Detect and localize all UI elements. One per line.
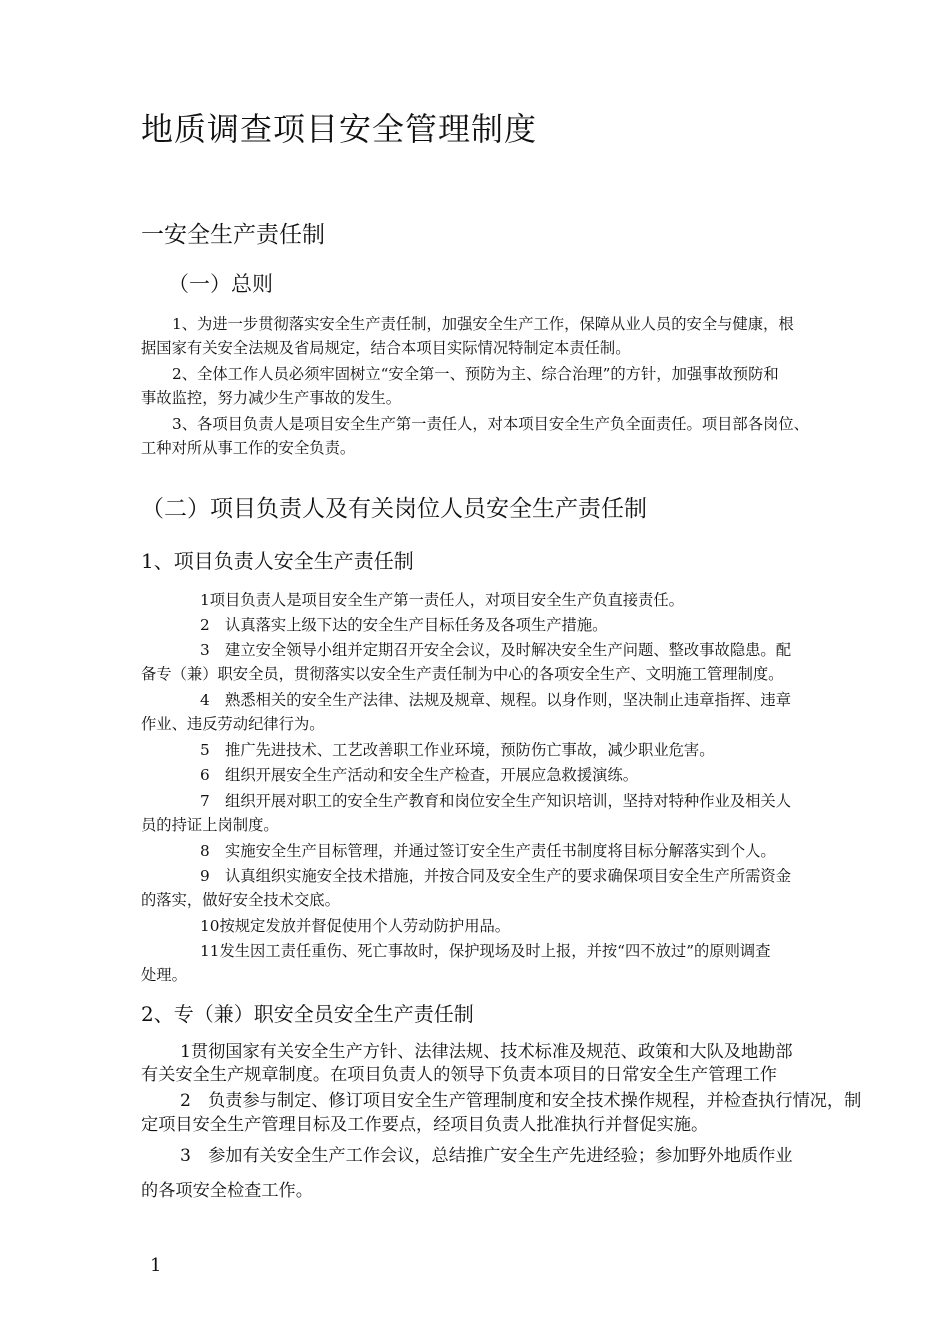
so-line: 1贯彻国家有关安全生产方针、法律法规、技术标准及规范、政策和大队及地勘部 (180, 1042, 793, 1062)
pm-line: 3 建立安全领导小组并定期召开安全会议，及时解决安全生产问题、整改事故隐患。配 (200, 641, 792, 659)
page-number: 1 (150, 1255, 162, 1276)
pm-line: 1项目负责人是项目安全生产第一责任人，对项目安全生产负直接责任。 (200, 591, 684, 609)
general-line: 工种对所从事工作的安全负责。 (141, 439, 356, 457)
pm-line: 作业、违反劳动纪律行为。 (141, 715, 325, 733)
pm-line: 10按规定发放并督促使用个人劳动防护用品。 (200, 917, 511, 935)
pm-line: 员的持证上岗制度。 (141, 816, 279, 834)
general-line: 1、为进一步贯彻落实安全生产责任制，加强安全生产工作，保障从业人员的安全与健康，根 (172, 315, 794, 333)
so-line: 2 负责参与制定、修订项目安全生产管理制度和安全技术操作规程，并检查执行情况，制 (180, 1091, 862, 1111)
pm-line: 7 组织开展对职工的安全生产教育和岗位安全生产知识培训，坚持对特种作业及相关人 (200, 792, 792, 810)
pm-line: 8 实施安全生产目标管理，并通过签订安全生产责任书制度将目标分解落实到个人。 (200, 842, 776, 860)
document-title: 地质调查项目安全管理制度 (141, 110, 538, 148)
general-line: 3、各项目负责人是项目安全生产第一责任人，对本项目安全生产负全面责任。项目部各岗位、 (172, 415, 809, 433)
subsection-heading-roles: （二）项目负责人及有关岗位人员安全生产责任制 (141, 496, 647, 522)
general-line: 据国家有关安全法规及省局规定，结合本项目实际情况特制定本责任制。 (141, 339, 631, 357)
subsection-heading-general: （一）总则 (168, 272, 273, 296)
so-line: 3 参加有关安全生产工作会议，总结推广安全生产先进经验；参加野外地质作业 (180, 1146, 793, 1166)
project-manager-heading: 1、项目负责人安全生产责任制 (141, 549, 414, 573)
section-heading-responsibility: 一安全生产责任制 (141, 222, 325, 248)
pm-line: 的落实，做好安全技术交底。 (141, 891, 340, 909)
pm-line: 处理。 (141, 966, 187, 984)
general-line: 2、全体工作人员必须牢固树立“安全第一、预防为主、综合治理”的方针，加强事故预防和 (172, 365, 779, 383)
so-line: 定项目安全生产管理目标及工作要点，经项目负责人批准执行并督促实施。 (141, 1115, 709, 1135)
pm-line: 11发生因工责任重伤、死亡事故时，保护现场及时上报，并按“四不放过”的原则调查 (200, 942, 771, 960)
pm-line: 5 推广先进技术、工艺改善职工作业环境，预防伤亡事故，减少职业危害。 (200, 741, 715, 759)
pm-line: 4 熟悉相关的安全生产法律、法规及规章、规程。以身作则，坚决制止违章指挥、违章 (200, 691, 792, 709)
pm-line: 备专（兼）职安全员，贯彻落实以安全生产责任制为中心的各项安全生产、文明施工管理制度。 (141, 665, 784, 683)
pm-line: 9 认真组织实施安全技术措施，并按合同及安全生产的要求确保项目安全生产所需资金 (200, 867, 792, 885)
so-line: 有关安全生产规章制度。在项目负责人的领导下负责本项目的日常安全生产管理工作 (141, 1065, 777, 1085)
safety-officer-heading: 2、专（兼）职安全员安全生产责任制 (141, 1002, 474, 1026)
pm-line: 2 认真落实上级下达的安全生产目标任务及各项生产措施。 (200, 616, 608, 634)
pm-line: 6 组织开展安全生产活动和安全生产检查，开展应急救援演练。 (200, 766, 639, 784)
so-line: 的各项安全检查工作。 (141, 1181, 313, 1201)
general-line: 事故监控，努力减少生产事故的发生。 (141, 389, 402, 407)
